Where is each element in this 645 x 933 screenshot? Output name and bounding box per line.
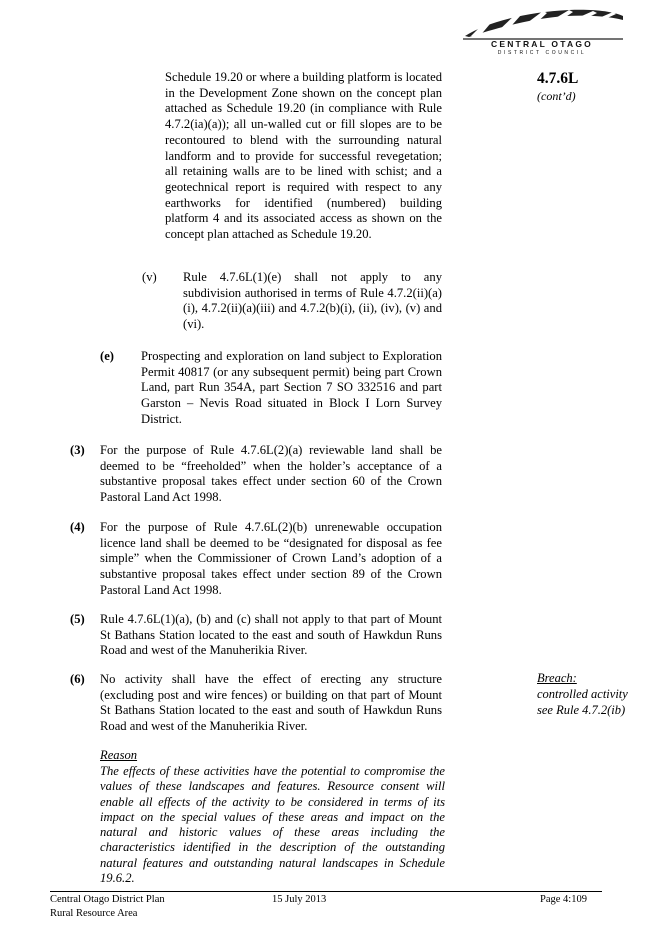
item-5-number: (5) — [70, 612, 85, 626]
reason-text: The effects of these activities have the potential to compromise the values of these landscapes and features. Resource consent will enable all effects of the activity to be considered in terms of its impact on the special values of these areas and impact on the natural and historic values of these areas including the characteristics identified in the description of the outstanding natural features and outstanding natural landscapes in Schedule 19.6.2. — [100, 764, 445, 886]
breach-note — [537, 670, 637, 718]
footer-plan-name: Central Otago District Plan — [50, 894, 165, 905]
item-v-number: (v) — [142, 270, 157, 284]
footer-date: 15 July 2013 — [272, 894, 327, 905]
item-4-text: For the purpose of Rule 4.7.6L(2)(b) unrenewable occupation licence land shall be deemed to be “designated for disposal as fee simple” when the Commissioner of Crown Land’s adoption of a substantive proposal takes effect under section 89 of the Crown Pastoral Land Act 1998. — [100, 520, 442, 597]
item-6-number: (6) — [70, 672, 85, 686]
footer-page-number: Page 4:109 — [540, 894, 587, 905]
item-v-text: Rule 4.7.6L(1)(e) shall not apply to any subdivision authorised in terms of Rule 4.7.2(ii)(a)(i), 4.7.2(ii)(a)(iii) and 4.7.2(b)(i), (ii), (iv), (v) and (vi). — [183, 270, 442, 332]
item-4-number: (4) — [70, 520, 85, 534]
breach-text: controlled activity see Rule 4.7.2(ib) — [537, 687, 628, 717]
continued-label: (cont’d) — [537, 89, 576, 103]
continued-paragraph: Schedule 19.20 or where a building platform is located in the Development Zone shown on the concept plan attached as Schedule 19.20 (in compliance with Rule 4.7.2(ia)(a)); all un-walled cut or fill slopes are to be recontoured to blend with the surrounding natural landform and to provide for successful revegetation; all retaining walls are to be lined with schist; and a geotechnical report is required with respect to any earthworks for identified (numbered) building platform 4 and its associated access as shown on the concept plan attached as Schedule 19.20. — [165, 70, 442, 242]
item-e-text: Prospecting and exploration on land subject to Exploration Permit 40817 (or any subsequent permit) being part Crown Land, part Run 354A, part Section 7 SO 332516 and part Garston – Nevis Road situated in Block I Lorn Survey District. — [141, 349, 442, 426]
mountain-logo-icon — [457, 6, 627, 40]
footer-section: Rural Resource Area — [50, 908, 138, 919]
item-3-number: (3) — [70, 443, 85, 457]
logo-name: CENTRAL OTAGO — [491, 39, 593, 49]
logo-subtitle: DISTRICT COUNCIL — [497, 50, 587, 56]
item-3-text: For the purpose of Rule 4.7.6L(2)(a) reviewable land shall be deemed to be “freeholded” when the holder’s acceptance of a substantive proposal takes effect under section 60 of the Crown Pastoral Land Act 1998. — [100, 443, 442, 505]
breach-label: Breach: — [537, 671, 577, 685]
council-logo — [457, 6, 627, 58]
reason-heading: Reason — [100, 748, 138, 762]
item-5-text: Rule 4.7.6L(1)(a), (b) and (c) shall not apply to that part of Mount St Bathans Station located to the east and south of Hawkdun Runs Road and west of the Manuherikia River. — [100, 612, 442, 658]
item-6-text: No activity shall have the effect of erecting any structure (excluding post and wire fences) or building on that part of Mount St Bathans Station located to the east and south of Hawkdun Runs Road and west of the Manuherikia River. — [100, 672, 442, 734]
item-e-number: (e) — [100, 349, 114, 363]
rule-number: 4.7.6L — [537, 70, 579, 87]
footer-divider — [50, 891, 602, 892]
